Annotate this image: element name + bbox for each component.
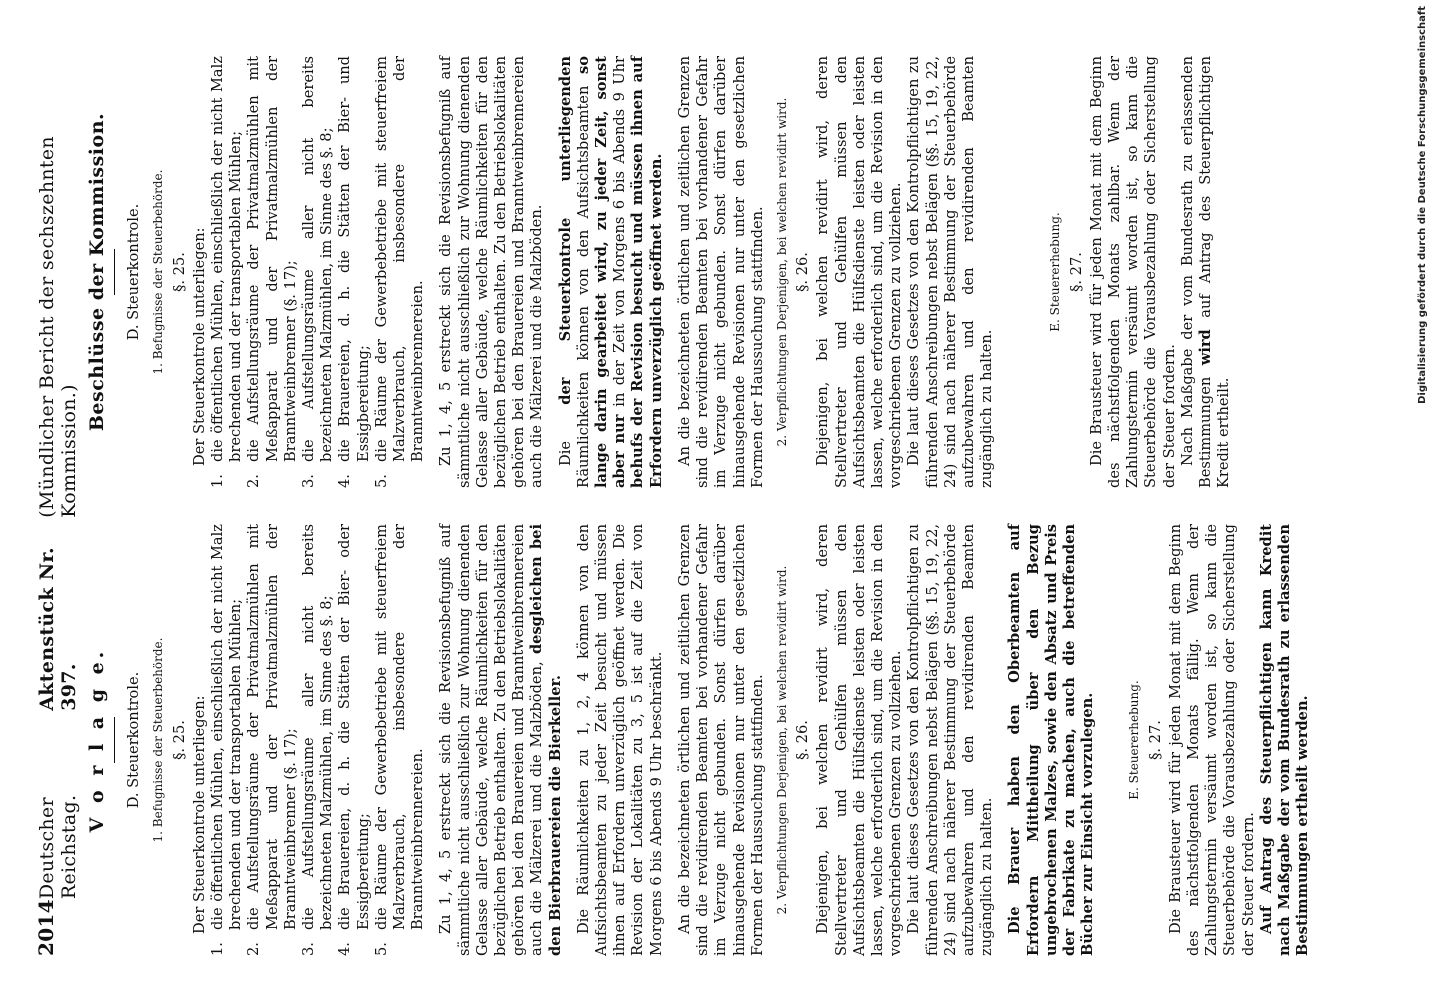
subsection-heading: 1. Befugnisse der Steuerbehörde. (151, 637, 166, 843)
list-item (245, 524, 300, 956)
body-paragraph-bold: Die Brauer haben den Oberbeamten auf Erfordern Mittheilung über den Bezug ungebrochenen Malzes, sowie den Absatz und Preis der Fabrikate zu machen, auch die betreffenden Bücher zur Einsicht vorzulegen. (1006, 524, 1097, 956)
publication-title: Deutscher Reichstag. (36, 794, 80, 900)
column-vorlage (86, 524, 1396, 956)
list-number: 4. (336, 474, 354, 488)
column-beschluesse (86, 56, 1396, 488)
body-paragraph: An die bezeichneten örtlichen und zeitlichen Grenzen sind die revidirenden Beamten bei vorhandener Gefahr im Verzuge nicht gebunden. Sonst dürfen darüber hinausgehende Revisionen nur unter den gesetzlichen Formen der Haussuchung stattfinden. (675, 524, 766, 956)
list-text: die Brauereien, d. h. die Stätten der Bier- und Essigbereitung; (336, 56, 372, 462)
list-text: die öffentlichen Mühlen, einschließlich der nicht Malz brechenden und der transportablen Mühlen; (209, 56, 245, 462)
intro-text: Der Steuerkontrole unterliegen: (190, 695, 208, 934)
list-text: die öffentlichen Mühlen, einschließlich der nicht Malz brechenden und der transportablen Mühlen; (209, 524, 245, 930)
page-header (34, 56, 80, 956)
page-number: 2014 (34, 899, 58, 956)
digitization-note: Digitalisierung gefördert durch die Deutsche Forschungsgemeinschaft (1417, 6, 1428, 404)
subsection-heading: 2. Verpflichtungen Derjenigen, bei welchen revidirt wird. (774, 97, 789, 447)
body-paragraph: Zu 1, 4, 5 erstreckt sich die Revisionsbefugniß auf sämmtliche nicht ausschließlich zur Wohnung dienenden Gelasse aller Gebäude, welche Räumlichkeiten für den bezüglichen Betrieb enthalten. Zu den Betriebslokalitäten gehören bei den Brauereien und Branntweinbrennereien auch die Mälzerei und die Malzböden. (437, 56, 546, 488)
issue-number: Aktenstück Nr. 397. (36, 547, 80, 711)
list-text: die Aufstellungsräume der Privatmalzmühlen mit Meßapparat und der Privatmalzmühlen der Branntweinbrenner (§. 17); (245, 56, 299, 462)
report-subtitle: (Mündlicher Bericht der sechszehnten Kommission.) (36, 136, 80, 518)
section-heading: E. Steuererhebung. (1127, 680, 1142, 800)
list-item (336, 524, 372, 956)
list-number: 2. (245, 942, 263, 956)
list-number: 2. (245, 474, 263, 488)
list-item (300, 524, 336, 956)
list-item (300, 56, 336, 488)
list-number: 1. (209, 942, 227, 956)
section-heading: D. Steuerkontrole. (125, 671, 143, 809)
paragraph-number: §. 27. (1067, 252, 1085, 292)
list-text: die Aufstellungsräume der Privatmalzmühlen mit Meßapparat und der Privatmalzmühlen der Branntweinbrenner (§. 17); (245, 524, 299, 930)
intro-text: Der Steuerkontrole unterliegen: (190, 227, 208, 466)
list-number: 1. (209, 474, 227, 488)
body-paragraph: An die bezeichneten örtlichen und zeitlichen Grenzen sind die revidirenden Beamten bei vorhandener Gefahr im Verzuge nicht gebunden. Sonst dürfen darüber hinausgehende Revisionen nur unter den gesetzlichen Formen der Haussuchung stattfinden. (675, 56, 766, 488)
body-paragraph: Diejenigen, bei welchen revidirt wird, deren Stellvertreter und Gehülfen müssen den Aufsichtsbeamten die Hülfsdienste leisten oder leisten lassen, welche erforderlich sind, um die Revision in den vorgeschriebenen Grenzen zu vollziehen. (814, 56, 905, 488)
list-number: 5. (372, 474, 390, 488)
paragraph-number: §. 25. (170, 252, 188, 292)
body-paragraph-bold: Auf Antrag des Steuerpflichtigen kann Kredit nach Maßgabe der vom Bundesrath zu erlassenden Bestimmungen ertheilt werden. (1257, 524, 1312, 956)
list-item (373, 524, 428, 956)
list-item (245, 56, 300, 488)
body-paragraph: Die laut dieses Gesetzes von den Kontrolpflichtigen zu führenden Anschreibungen nebst Belägen (§§. 15, 19, 22, 24) sind nach näherer Bestimmung der Steuerbehörde aufzubewahren und den revidirenden Beamten zugänglich zu halten. (905, 56, 996, 488)
section-heading: E. Steuererhebung. (1048, 212, 1063, 332)
paragraph-number: §. 26. (794, 720, 812, 760)
body-paragraph: Zu 1, 4, 5 erstreckt sich die Revisionsbefugniß auf sämmtliche nicht ausschließlich zur Wohnung dienenden Gelasse aller Gebäude, welche Räumlichkeiten für den bezüglichen Betrieb enthalten. Zu den Betriebslokalitäten gehören bei den Brauereien und Branntweinbrennereien auch die Mälzerei und die Malzböden, desgleichen bei den Bierbrauereien die Bierkeller. (437, 524, 564, 956)
list-text: die Aufstellungsräume aller nicht bereits bezeichneten Malzmühlen, im Sinne des §. 8; (300, 56, 336, 462)
title-divider (114, 249, 115, 295)
list-text: die Räume der Gewerbebetriebe mit steuerfreiem Malzverbrauch, insbesondere der Branntweinbrennereien. (372, 56, 427, 462)
list-text: die Räume der Gewerbebetriebe mit steuerfreiem Malzverbrauch, insbesondere der Branntweinbrennereien. (372, 524, 427, 930)
body-paragraph: Nach Maßgabe der vom Bundesrath zu erlassenden Bestimmungen wird auf Antrag des Steuerpflichtigen Kredit ertheilt. (1178, 56, 1233, 488)
column-title-vorlage: V o r l a g e. (86, 647, 108, 833)
column-title-beschluesse: Beschlüsse der Kommission. (86, 112, 108, 432)
body-paragraph: Die laut dieses Gesetzes von den Kontrolpflichtigen zu führenden Anschreibungen nebst Belägen (§§. 15, 19, 22, 24) sind nach näherer Bestimmung der Steuerbehörde aufzubewahren und den revidirenden Beamten zugänglich zu halten. (905, 524, 996, 956)
list-item (209, 56, 245, 488)
paragraph-number: §. 25. (170, 720, 188, 760)
section-heading: D. Steuerkontrole. (125, 203, 143, 341)
list-item (336, 56, 372, 488)
list-text: die Brauereien, d. h. die Stätten der Bier- oder Essigbereitung; (336, 524, 372, 930)
list-text: die Aufstellungsräume aller nicht bereits bezeichneten Malzmühlen, im Sinne des §. 8; (300, 524, 336, 930)
body-paragraph: Die Brausteuer wird für jeden Monat mit dem Beginn des nächstfolgenden Monats zahlbar. Wenn der Zahlungstermin versäumt worden ist, so kann die Steuerbehörde die Vorausbezahlung oder Sicherstellung der Steuer fordern. (1087, 56, 1178, 488)
list-number: 5. (372, 942, 390, 956)
list-number: 3. (300, 942, 318, 956)
body-paragraph: Diejenigen, bei welchen revidirt wird, deren Stellvertreter und Gehülfen müssen den Aufsichtsbeamten die Hülfsdienste leisten oder leisten lassen, welche erforderlich sind, um die Revision in den vorgeschriebenen Grenzen zu vollziehen. (814, 524, 905, 956)
paragraph-number: §. 26. (794, 252, 812, 292)
list-item (373, 56, 428, 488)
title-divider (114, 717, 115, 763)
body-paragraph: Die der Steuerkontrole unterliegenden Räumlichkeiten können von den Aufsichtsbeamten so lange darin gearbeitet wird, zu jeder Zeit, sonst aber nur in der Zeit von Morgens 6 bis Abends 9 Uhr behufs der Revision besucht und müssen ihnen auf Erfordern unverzüglich geöffnet werden. (556, 55, 665, 488)
list-item (209, 524, 245, 956)
list-number: 3. (300, 474, 318, 488)
paragraph-number: §. 27. (1146, 720, 1164, 760)
body-paragraph: Die Räumlichkeiten zu 1, 2, 4 können von den Aufsichtsbeamten zu jeder Zeit besucht und müssen ihnen auf Erfordern unverzüglich geöffnet werden. Die Revision der Lokalitäten zu 3, 5 ist auf die Zeit von Morgens 6 bis Abends 9 Uhr beschränkt. (574, 524, 665, 956)
body-paragraph: Die Brausteuer wird für jeden Monat mit dem Beginn des nächstfolgenden Monats fällig. Wenn der Zahlungstermin versäumt worden ist, so kann die Steuerbehörde die Vorausbezahlung oder Sicherstellung der Steuer fordern. (1166, 524, 1257, 956)
subsection-heading: 2. Verpflichtungen Derjenigen, bei welchen revidirt wird. (774, 565, 789, 915)
two-column-body (86, 56, 1396, 956)
subsection-heading: 1. Befugnisse der Steuerbehörde. (151, 169, 166, 375)
list-number: 4. (336, 942, 354, 956)
